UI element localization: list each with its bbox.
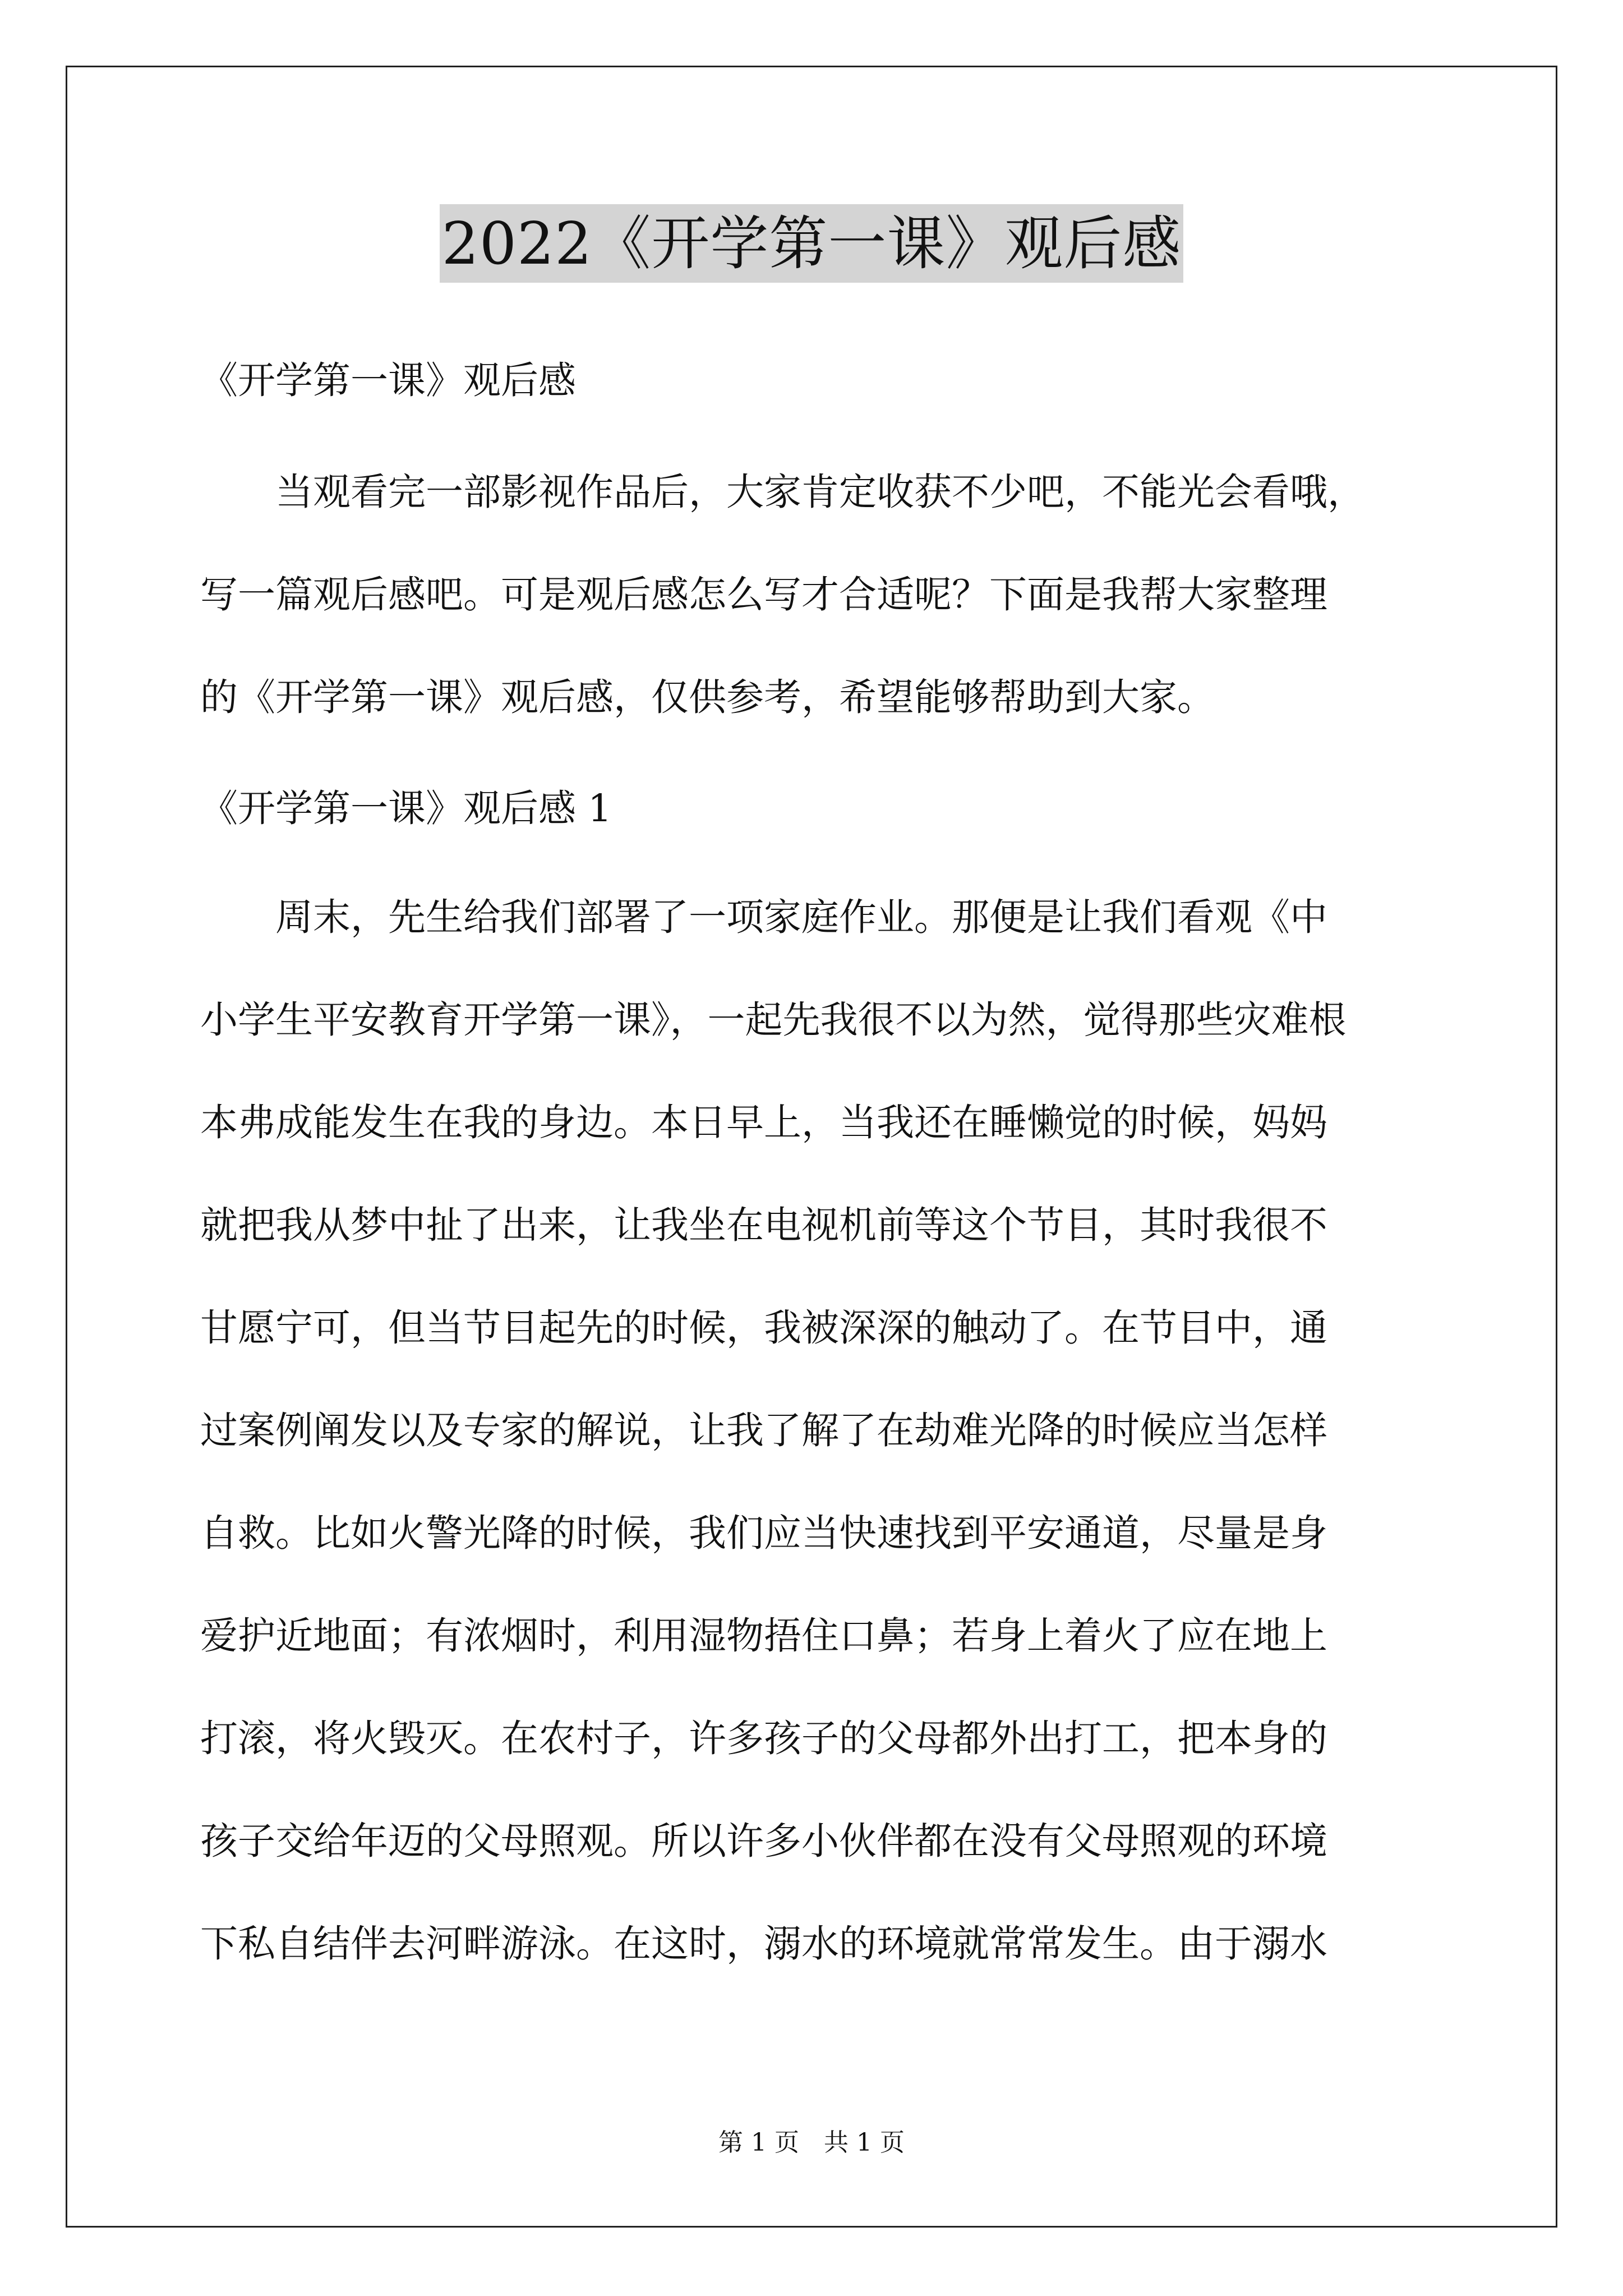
title-container bbox=[0, 204, 1623, 283]
section1-line-6: 过案例阐发以及专家的解说，让我了解了在劫难光降的时候应当怎样 bbox=[200, 1409, 1327, 1452]
section1-line-1: 周末，先生给我们部署了一项家庭作业。那便是让我们看观《中 bbox=[200, 895, 1327, 939]
intro-heading: 《开学第一课》观后感 bbox=[200, 358, 576, 402]
page-footer: 第 1 页 共 1 页 bbox=[718, 2128, 905, 2157]
section1-line-8: 爱护近地面；有浓烟时，利用湿物捂住口鼻；若身上着火了应在地上 bbox=[200, 1614, 1327, 1658]
section1-line-7: 自救。比如火警光降的时候，我们应当快速找到平安通道，尽量是身 bbox=[200, 1511, 1327, 1555]
section1-line-4: 就把我从梦中扯了出来，让我坐在电视机前等这个节目，其时我很不 bbox=[200, 1203, 1327, 1247]
section1-heading: 《开学第一课》观后感 1 bbox=[200, 786, 612, 830]
intro-line-2: 写一篇观后感吧。可是观后感怎么写才合适呢？下面是我帮大家整理 bbox=[200, 573, 1327, 616]
intro-line-1: 当观看完一部影视作品后，大家肯定收获不少吧，不能光会看哦， bbox=[200, 470, 1365, 514]
document-title: 2022《开学第一课》观后感 bbox=[440, 204, 1184, 283]
section1-line-11: 下私自结伴去河畔游泳。在这时，溺水的环境就常常发生。由于溺水 bbox=[200, 1922, 1327, 1966]
section1-line-3: 本弗成能发生在我的身边。本日早上，当我还在睡懒觉的时候，妈妈 bbox=[200, 1101, 1327, 1144]
section1-line-5: 甘愿宁可，但当节目起先的时候，我被深深的触动了。在节目中，通 bbox=[200, 1306, 1327, 1350]
section1-line-2: 小学生平安教育开学第一课》，一起先我很不以为然，觉得那些灾难根 bbox=[200, 998, 1347, 1042]
section1-line-9: 打滚，将火毁灭。在农村子，许多孩子的父母都外出打工，把本身的 bbox=[200, 1717, 1327, 1760]
section1-line-10: 孩子交给年迈的父母照观。所以许多小伙伴都在没有父母照观的环境 bbox=[200, 1819, 1327, 1863]
intro-line-3: 的《开学第一课》观后感，仅供参考，希望能够帮助到大家。 bbox=[200, 675, 1215, 719]
